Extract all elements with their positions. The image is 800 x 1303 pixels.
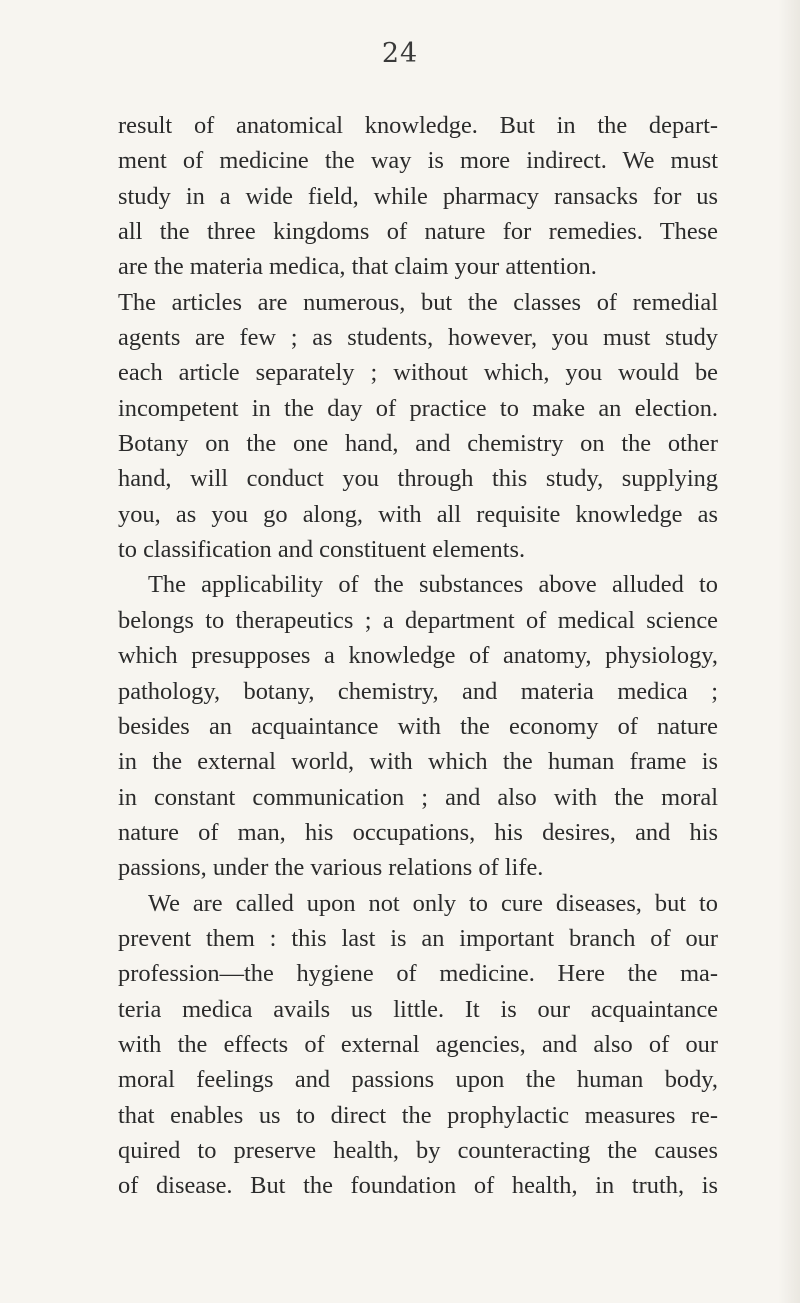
text-line: moral feelings and passions upon the human body, — [118, 1066, 718, 1094]
text-line: in constant communication ; and also with the moral — [118, 783, 718, 811]
text-line: in the external world, with which the human frame is — [118, 748, 718, 776]
text-line: quired to preserve health, by counteracting the causes — [118, 1136, 718, 1164]
text-line: pathology, botany, chemistry, and materia medica ; — [118, 677, 718, 705]
text-line: each article separately ; without which, you would be — [118, 359, 718, 387]
text-line: which presupposes a knowledge of anatomy, physiology, — [118, 642, 718, 670]
text-line: hand, will conduct you through this study, supplying — [118, 465, 718, 493]
text-line: prevent them : this last is an important branch of our — [118, 924, 718, 952]
text-line: nature of man, his occupations, his desires, and his — [118, 818, 718, 846]
text-line: of disease. But the foundation of health, in truth, is — [118, 1172, 718, 1200]
text-line: We are called upon not only to cure diseases, but to — [148, 889, 718, 917]
text-line: ment of medicine the way is more indirect. We must — [118, 147, 718, 175]
page-edge-shadow — [778, 0, 800, 1303]
text-line: The articles are numerous, but the classes of remedial — [118, 288, 718, 316]
text-line: you, as you go along, with all requisite knowledge as — [118, 500, 718, 528]
page-number: 24 — [381, 38, 419, 69]
text-line: all the three kingdoms of nature for remedies. These — [118, 218, 718, 246]
text-line: study in a wide field, while pharmacy ransacks for us — [118, 182, 718, 210]
text-line: The applicability of the substances above alluded to — [148, 571, 718, 599]
text-line: passions, under the various relations of life. — [118, 854, 544, 882]
text-line: agents are few ; as students, however, you must study — [118, 324, 718, 352]
text-line: Botany on the one hand, and chemistry on the other — [118, 430, 718, 458]
text-line: with the effects of external agencies, and also of our — [118, 1030, 718, 1058]
text-line: incompetent in the day of practice to make an election. — [118, 394, 718, 422]
text-line: belongs to therapeutics ; a department of medical science — [118, 606, 718, 634]
text-line: besides an acquaintance with the economy of nature — [118, 712, 718, 740]
text-line: profession—the hygiene of medicine. Here the ma- — [118, 960, 718, 988]
text-line: result of anatomical knowledge. But in the depart- — [118, 112, 718, 139]
body-text — [118, 108, 718, 1204]
text-line: that enables us to direct the prophylactic measures re- — [118, 1101, 718, 1129]
text-line: are the materia medica, that claim your attention. — [118, 253, 597, 281]
text-line: teria medica avails us little. It is our acquaintance — [118, 995, 718, 1023]
text-line: to classification and constituent elements. — [118, 536, 526, 564]
